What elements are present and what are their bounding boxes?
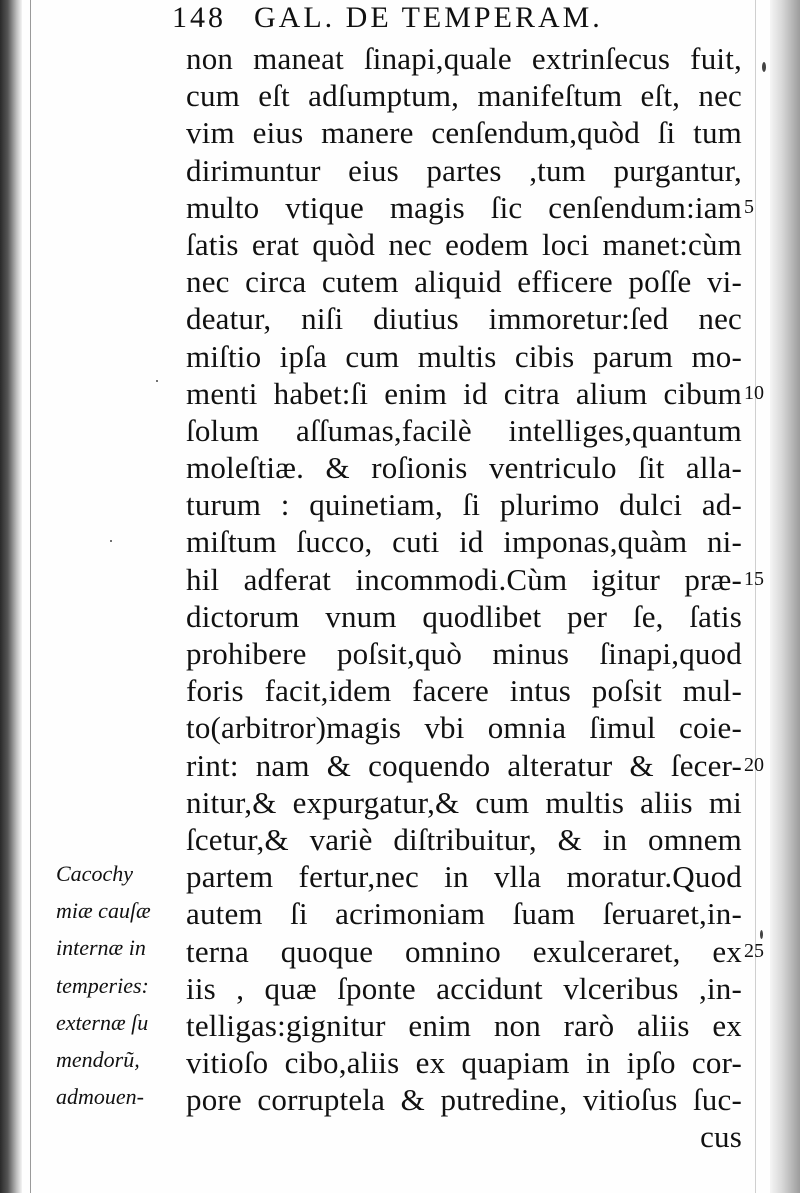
page-right-rule <box>755 0 756 1193</box>
text-line: nec circa cutem aliquid efficere poſſe vi- <box>186 264 742 300</box>
margin-note-line: Cacochy <box>56 861 133 886</box>
text-line: miſtio ipſa cum multis cibis parum mo- <box>186 338 742 374</box>
line-number: 10 <box>744 381 764 404</box>
line-number: 20 <box>744 753 764 776</box>
margin-note-line: temperies: <box>56 972 149 998</box>
margin-note <box>56 855 182 1115</box>
text-line: cum eſt adſumptum, manifeſtum eſt, nec <box>186 78 742 114</box>
margin-note-line: externæ ſu <box>56 1009 149 1035</box>
text-line: rint: nam & coquendo alteratur & ſecer- <box>186 747 742 783</box>
margin-note-line: miæ cauſæ <box>56 898 151 924</box>
text-line: foris facit,idem facere intus poſsit mul- <box>186 673 742 709</box>
text-line: vim eius manere cenſendum,quòd ſi tum <box>186 115 742 151</box>
text-line: dictorum vnum quodlibet per ſe, ſatis <box>186 598 742 634</box>
text-line: multo vtique magis ſic cenſendum:iam <box>186 189 742 225</box>
text-line: cus <box>700 1119 742 1155</box>
text-line: miſtum ſucco, cuti id imponas,quàm ni- <box>186 524 742 560</box>
ink-speck <box>110 540 112 542</box>
binding-rule <box>30 0 31 1193</box>
text-line: ſolum aſſumas,facilè intelliges,quantum <box>186 412 742 448</box>
text-line: nitur,& expurgatur,& cum multis aliis mi <box>186 784 742 820</box>
text-line: turum : quinetiam, ſi plurimo dulci ad- <box>186 487 742 523</box>
line-number: 5 <box>744 195 754 218</box>
text-line: autem ſi acrimoniam ſuam ſeruaret,in- <box>186 896 742 932</box>
ink-speck <box>760 930 763 939</box>
running-header <box>172 0 692 40</box>
line-number: 15 <box>744 567 764 590</box>
text-line: partem fertur,nec in vlla moratur.Quod <box>186 859 742 895</box>
text-line: pore corruptela & putredine, vitioſus ſuc- <box>186 1082 742 1118</box>
text-line: deatur, niſi diutius immoretur:ſed nec <box>186 301 742 337</box>
text-line: ſatis erat quòd nec eodem loci manet:cùm <box>186 226 742 262</box>
page-right-edge <box>770 0 800 1193</box>
text-line: iis , quæ ſponte accidunt vlceribus ,in- <box>186 970 742 1006</box>
running-title: GAL. DE TEMPERAM. <box>254 1 603 34</box>
text-line: menti habet:ſi enim id citra alium cibum <box>186 375 742 411</box>
ink-speck <box>762 62 766 72</box>
margin-note-line: internæ in <box>56 935 146 961</box>
text-line: prohibere poſsit,quò minus ſinapi,quod <box>186 636 742 671</box>
text-line: terna quoque omnino exulceraret, ex <box>186 933 742 969</box>
text-line: to(arbitror)magis vbi omnia ſimul coie- <box>186 710 742 746</box>
text-line: moleſtiæ. & roſionis ventriculo ſit alla- <box>186 450 742 486</box>
page-number: 148 <box>172 1 226 34</box>
text-line: telligas:gignitur enim non rarò aliis ex <box>186 1007 742 1043</box>
text-line: non maneat ſinapi,quale extrinſecus fuit, <box>186 41 742 76</box>
binding-edge <box>0 0 22 1193</box>
text-line: dirimuntur eius partes ,tum purgantur, <box>186 152 742 188</box>
line-number: 25 <box>744 939 764 962</box>
text-line: vitioſo cibo,aliis ex quapiam in ipſo cor- <box>186 1045 742 1081</box>
margin-note-line: mendorũ, <box>56 1046 140 1072</box>
text-line: hil adferat incommodi.Cùm igitur præ- <box>186 561 742 597</box>
text-line: ſcetur,& variè diſtribuitur, & in omnem <box>186 821 742 857</box>
body-text <box>186 40 742 1156</box>
margin-note-line: admouen- <box>56 1084 144 1110</box>
ink-speck <box>156 380 158 382</box>
